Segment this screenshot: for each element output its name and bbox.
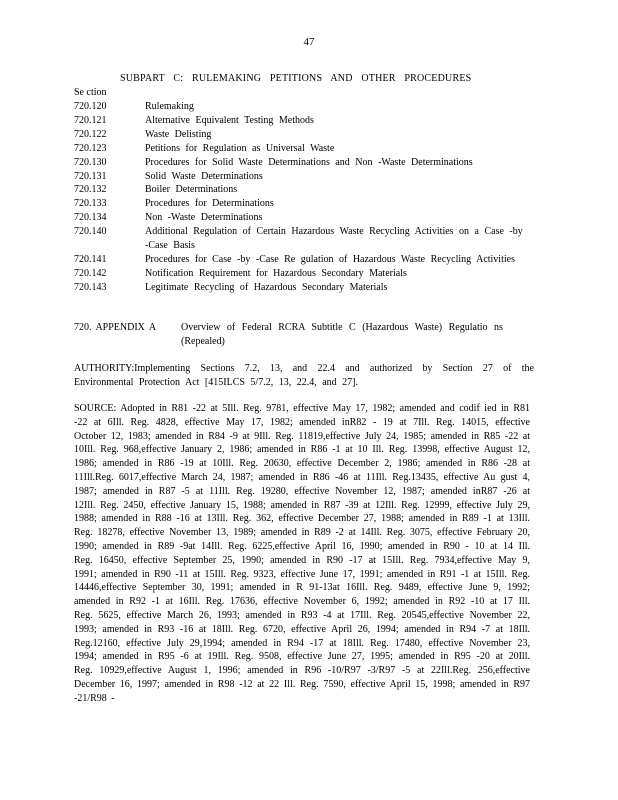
appendix-entry bbox=[74, 321, 534, 349]
section-entry bbox=[74, 128, 524, 142]
section-entry bbox=[74, 197, 524, 211]
section-title: Procedures for Solid Waste Determinations and Non -Waste Determinations bbox=[145, 156, 473, 168]
section-number: 720.131 bbox=[74, 170, 107, 182]
section-title: Notification Requirement for Hazardous Secondary Materials bbox=[145, 267, 407, 279]
section-title: Additional Regulation of Certain Hazardous Waste Recycling Activities on a Case -by -Case Basis bbox=[145, 226, 523, 252]
section-number: 720.133 bbox=[74, 198, 107, 210]
page-number: 47 bbox=[303, 36, 315, 48]
section-entry bbox=[74, 183, 524, 197]
section-number: 720.142 bbox=[74, 267, 107, 279]
section-title: Solid Waste Determinations bbox=[145, 170, 263, 182]
section-entry bbox=[74, 170, 524, 184]
section-number: 720.132 bbox=[74, 184, 107, 196]
section-column-label: Se ction bbox=[74, 87, 107, 98]
section-number: 720.130 bbox=[74, 156, 107, 168]
section-number: 720.134 bbox=[74, 212, 107, 224]
section-title: Petitions for Regulation as Universal Waste bbox=[145, 142, 335, 154]
section-title: Non -Waste Determinations bbox=[145, 212, 263, 224]
section-title: Legitimate Recycling of Hazardous Secondary Materials bbox=[145, 281, 388, 293]
section-entry bbox=[74, 267, 524, 281]
section-entry bbox=[74, 253, 524, 267]
authority-paragraph: AUTHORITY:Implementing Sections 7.2, 13, and 22.4 and authorized by Section 27 of the Environmental Protection Act [415ILCS 5/7.2, 13, 22.4, and 27]. bbox=[74, 363, 534, 388]
section-number: 720.120 bbox=[74, 101, 107, 112]
section-number: 720.143 bbox=[74, 281, 107, 293]
section-number: 720.123 bbox=[74, 142, 107, 154]
appendix-title: Overview of Federal RCRA Subtitle C (Hazardous Waste) Regulatio ns (Repealed) bbox=[181, 322, 503, 347]
section-number: 720.140 bbox=[74, 226, 107, 238]
section-number: 720.122 bbox=[74, 128, 107, 140]
appendix-number: 720. APPENDIX A bbox=[74, 322, 157, 333]
section-title: Procedures for Case -by -Case Re gulation of Hazardous Waste Recycling Activities bbox=[145, 253, 515, 265]
section-entry bbox=[74, 156, 524, 170]
section-entry bbox=[74, 114, 524, 128]
section-entry bbox=[74, 142, 524, 156]
section-number: 720.121 bbox=[74, 114, 107, 126]
section-list bbox=[74, 100, 524, 295]
section-title: Alternative Equivalent Testing Methods bbox=[145, 114, 314, 126]
section-title: Boiler Determinations bbox=[145, 184, 238, 196]
section-entry bbox=[74, 225, 524, 253]
source-paragraph: SOURCE: Adopted in R81 -22 at 5Ill. Reg. 9781, effective May 17, 1982; amended and codif ied in R81 -22 at 6Ill. Reg. 4828, effective May 17, 1982; amended inR82 - 19 at 7Ill. Reg. 14015, effective October 12, 1983; amended in R84 -9 at 9Ill. Reg. 11819,effective July 24, 1985; amended in R85 -22 at 10Ill. Reg. 968,effective January 2, 1986; amended in R86 -1 at 10 Ill. Reg. 13998, effective August 12, 1986; amended in R86 -19 at 10Ill. Reg. 20630, effective December 2, 1986; amended in R86 -28 at 11Ill.Reg. 6017,effective March 24, 1987; amended in R86 -46 at 11Ill. Reg.13435, effective Au gust 4, 1987; amended in R87 -5 at 11Ill. Reg. 19280, effective November 12, 1987; amended inR87 -26 at 12Ill. Reg. 2450, effective January 15, 1988; amended in R87 -39 at 12Ill. Reg. 12999, effective July 29, 1988; amended in R88 -16 at 13Ill. Reg. 362, effective December 27, 1988; amended in R89 -1 at 13Ill. Reg. 18278, effective November 13, 1989; amended in R89 -2 at 14Ill. Reg. 3075, effective February 20, 1990; amended in R89 -9at 14Ill. Reg. 6225,effective April 16, 1990; amended in R90 - 10 at 14 Ill. Reg. 16450, effective September 25, 1990; amended in R90 -17 at 15Ill. Reg. 7934,effective May 9, 1991; amended in R90 -11 at 15Ill. Reg. 9323, effective June 17, 1991; amended in R91 -1 at 15Ill. Reg. 14446,effective September 30, 1991; amended in R 91-13at 16Ill. Reg. 9489, effective June 9, 1992; amended in R92 -1 at 16Ill. Reg. 17636, effective November 6, 1992; amended in R92 -10 at 17 Ill. Reg. 5625, effective March 26, 1993; amended in R93 -4 at 17Ill. Reg. 20545,effective November 22, 1993; amended in R93 -16 at 18Ill. Reg. 6720, effective April 26, 1994; amended in R94 -7 at 18Ill. Reg.12160, effective July 29,1994; amended in R94 -17 at 18Ill. Reg. 17480, effective November 23, 1994; amended in R95 -6 at 19Ill. Reg. 9508, effective June 27, 1995; amended in R95 -20 at 20Ill. Reg. 10929,effective August 1, 1996; amended in R96 -10/R97 -3/R97 -5 at 22Ill.Reg. 256,effective December 16, 1997; amended in R98 -12 at 22 Ill. Reg. 7590, effective April 15, 1998; amended in R97 -21/R98 - bbox=[74, 403, 530, 704]
section-number: 720.141 bbox=[74, 253, 107, 265]
section-entry bbox=[74, 100, 524, 114]
section-entry bbox=[74, 281, 524, 295]
section-title: Rulemaking bbox=[145, 101, 194, 112]
section-title: Waste Delisting bbox=[145, 128, 212, 140]
section-entry bbox=[74, 211, 524, 225]
subpart-heading: SUBPART C: RULEMAKING PETITIONS AND OTHER PROCEDURES bbox=[120, 73, 472, 84]
section-title: Procedures for Determinations bbox=[145, 198, 274, 210]
